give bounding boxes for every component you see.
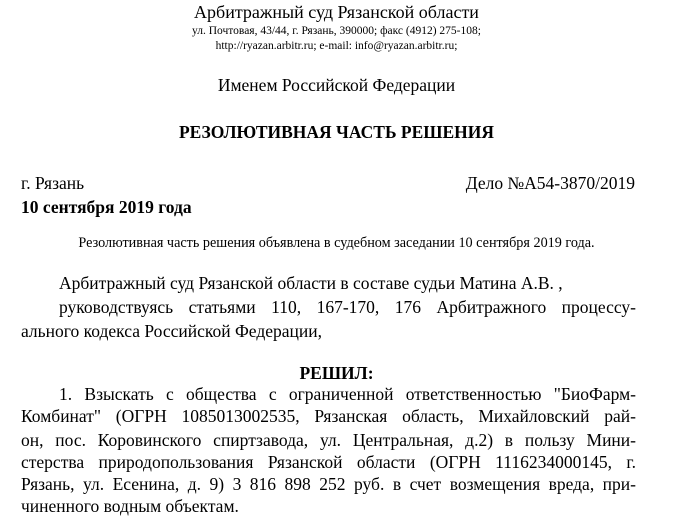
announcement: Резолютивная часть решения объявлена в судебном заседании 10 сентября 2019 года. <box>78 235 595 251</box>
court-address: ул. Почтовая, 43/44, г. Рязань, 390000; факс (4912) 275-108; <box>192 25 481 37</box>
intro-line: руководствуясь статьями 110, 167-170, 176 Арбитражного процессу- <box>59 297 636 317</box>
decided-heading: РЕШИЛ: <box>299 363 374 383</box>
case-number: Дело №А54-3870/2019 <box>465 173 635 193</box>
item-line: Комбинат" (ОГРН 1085013002535, Рязанская область, Михайловский рай- <box>21 406 636 426</box>
item-line: чиненного водным объектам. <box>21 496 239 516</box>
court-contacts: http://ryazan.arbitr.ru; e-mail: info@ryazan.arbitr.ru; <box>215 40 458 52</box>
court-name: Арбитражный суд Рязанской области <box>194 2 479 22</box>
federation-heading: Именем Российской Федерации <box>217 75 456 95</box>
place: г. Рязань <box>21 173 85 193</box>
intro-line: Арбитражный суд Рязанской области в составе судьи Матина А.В. , <box>59 273 563 293</box>
item-line: 1. Взыскать с общества с ограниченной ответственностью "БиоФарм- <box>59 384 636 404</box>
item-line: стерства природопользования Рязанской области (ОГРН 1116234000145, г. <box>21 452 636 472</box>
intro-line: ального кодекса Российской Федерации, <box>21 321 322 341</box>
document-title: РЕЗОЛЮТИВНАЯ ЧАСТЬ РЕШЕНИЯ <box>178 122 495 142</box>
item-line: Рязань, ул. Есенина, д. 9) 3 816 898 252 руб. в счет возмещения вреда, при- <box>21 474 636 494</box>
item-line: он, пос. Коровинского спиртзавода, ул. Центральная, д.2) в пользу Мини- <box>21 430 636 450</box>
decision-date: 10 сентября 2019 года <box>21 197 192 217</box>
